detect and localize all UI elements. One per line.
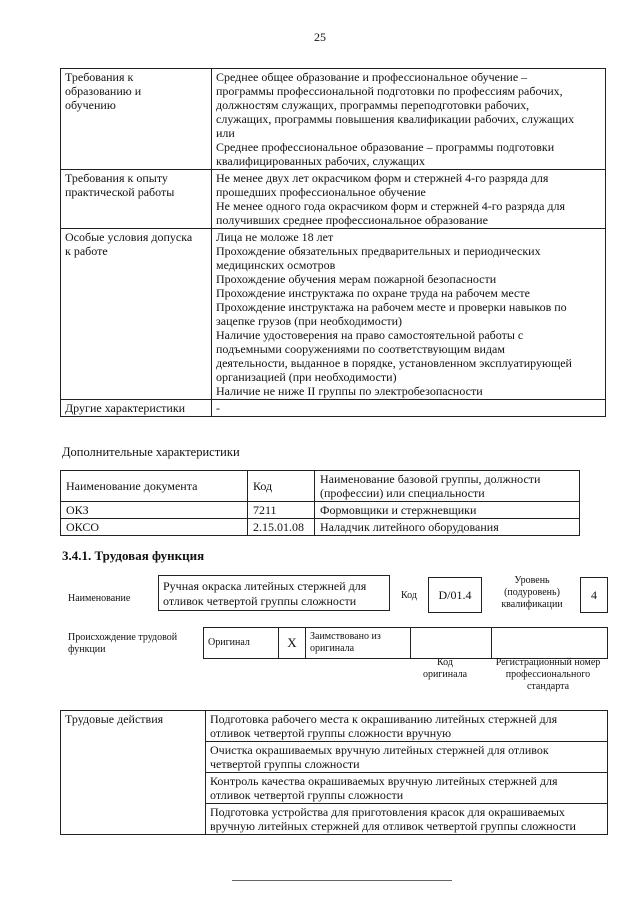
label-line: Особые условия допуска: [65, 230, 193, 244]
cell-group-name: Формовщики и стержневщики: [315, 502, 580, 519]
code-original-line: Код: [437, 657, 453, 668]
value-line: Прохождение инструктажа на рабочем месте и проверки навыков по: [216, 300, 567, 314]
table-row: [61, 502, 580, 519]
label-line: практической работы: [65, 185, 175, 199]
action-item: [206, 742, 608, 773]
value-line: должностям служащих, программы переподготовки рабочих,: [216, 98, 530, 112]
requirements-education-label: [61, 69, 212, 170]
level-label-line: квалификации: [501, 599, 563, 610]
code-original-cell: [411, 628, 492, 659]
origin-table: [203, 627, 608, 659]
borrowed-label-line: оригинала: [310, 643, 355, 654]
additional-table: [60, 470, 580, 536]
action-line: Контроль качества окрашиваемых вручную литейных стержней для: [210, 774, 558, 788]
function-name-line: Ручная окраска литейных стержней для: [163, 579, 367, 593]
value-line: подъемными сооружениями по соответствующим видам: [216, 342, 505, 356]
value-line: Среднее общее образование и профессиональное обучение –: [216, 70, 528, 84]
table-row: [61, 400, 606, 417]
value-line: Наличие не ниже II группы по электробезопасности: [216, 384, 483, 398]
reg-number-label: [485, 657, 611, 693]
action-line: четвертой группы сложности: [210, 757, 360, 771]
original-label: Оригинал: [204, 628, 279, 659]
action-line: вручную литейных стержней для отливок четвертой группы сложности: [210, 819, 576, 833]
action-line: отливок четвертой группы сложности: [210, 788, 404, 802]
header-document: Наименование документа: [61, 471, 248, 502]
action-item: [206, 773, 608, 804]
action-item: [206, 711, 608, 742]
reg-number-cell: [492, 628, 608, 659]
cell-document: ОКСО: [61, 519, 248, 536]
requirements-table: [60, 68, 606, 417]
reg-number-line: профессионального: [505, 669, 591, 680]
original-mark: X: [279, 628, 306, 659]
code-value-box: D/01.4: [428, 577, 482, 613]
code-original-line: оригинала: [422, 669, 468, 680]
value-line: Прохождение обязательных предварительных и периодических: [216, 244, 541, 258]
action-line: Подготовка устройства для приготовления красок для окрашиваемых: [210, 805, 565, 819]
requirements-experience-label: [61, 170, 212, 229]
value-line: квалифицированных рабочих, служащих: [216, 154, 425, 168]
value-line: Не менее одного года окрасчиком форм и стержней 4-го разряда для: [216, 199, 566, 213]
header-code: Код: [248, 471, 315, 502]
page-number: 25: [314, 30, 326, 44]
table-row: [204, 628, 608, 659]
scan-artifact-line: [232, 880, 452, 881]
borrowed-label: [306, 628, 411, 659]
requirements-education-value: [212, 69, 606, 170]
label-line: обучению: [65, 98, 116, 112]
function-name-line: отливок четвертой группы сложности: [163, 594, 357, 608]
label-line: Другие характеристики: [65, 401, 186, 415]
function-name-box: [158, 575, 390, 611]
level-label-line: (подуровень): [504, 587, 560, 598]
code-original-label: [405, 657, 485, 681]
header-group-name: Наименование базовой группы, должности (профессии) или специальности: [315, 471, 580, 502]
table-row: [61, 711, 608, 742]
table-row: [61, 229, 606, 400]
cell-code: 7211: [248, 502, 315, 519]
value-line: зацепке грузов (при необходимости): [216, 314, 403, 328]
cell-code: 2.15.01.08: [248, 519, 315, 536]
additional-title: Дополнительные характеристики: [62, 445, 240, 459]
value-line: программы профессиональной подготовки по профессиям рабочих,: [216, 84, 563, 98]
level-value-box: 4: [580, 577, 608, 613]
level-label: [490, 575, 574, 611]
borrowed-label-line: Заимствовано из: [310, 631, 381, 642]
reg-number-line: Регистрационный номер: [495, 657, 601, 668]
value-line: служащих, программы повышения квалификации рабочих, служащих: [216, 112, 575, 126]
value-line: медицинских осмотров: [216, 258, 336, 272]
value-line: -: [216, 401, 220, 415]
value-line: Не менее двух лет окрасчиком форм и стержней 4-го разряда для: [216, 171, 549, 185]
actions-label: Трудовые действия: [61, 711, 206, 835]
table-row: [61, 519, 580, 536]
value-line: Лица не моложе 18 лет: [216, 230, 334, 244]
actions-table: [60, 710, 608, 835]
origin-label-line: Происхождение трудовой: [68, 632, 178, 643]
value-line: прошедших профессиональное обучение: [216, 185, 426, 199]
origin-label-line: функции: [68, 644, 106, 655]
requirements-experience-value: [212, 170, 606, 229]
action-line: Очистка окрашиваемых вручную литейных стержней для отливок: [210, 743, 549, 757]
level-label-line: Уровень: [514, 575, 550, 586]
requirements-conditions-value: [212, 229, 606, 400]
function-title: 3.4.1. Трудовая функция: [62, 548, 205, 563]
value-line: деятельности, выданное в порядке, установленном эксплуатирующей: [216, 356, 572, 370]
cell-group-name: Наладчик литейного оборудования: [315, 519, 580, 536]
label-line: образованию и: [65, 84, 142, 98]
action-line: Подготовка рабочего места к окрашиванию литейных стержней для: [210, 712, 558, 726]
value-line: или: [216, 126, 235, 140]
label-line: к работе: [65, 244, 108, 258]
code-label: Код: [401, 590, 417, 601]
requirements-conditions-label: [61, 229, 212, 400]
table-row: [61, 69, 606, 170]
table-header-row: [61, 471, 580, 502]
reg-number-line: стандарта: [526, 681, 570, 692]
label-line: Требования к: [65, 70, 134, 84]
requirements-other-label: [61, 400, 212, 417]
value-line: получивших среднее профессиональное образование: [216, 213, 488, 227]
value-line: организацией (при необходимости): [216, 370, 397, 384]
value-line: Наличие удостоверения на право самостоятельной работы с: [216, 328, 524, 342]
origin-label: [68, 632, 177, 656]
action-line: отливок четвертой группы сложности вручную: [210, 726, 452, 740]
cell-document: ОКЗ: [61, 502, 248, 519]
action-item: [206, 804, 608, 835]
value-line: Прохождение инструктажа по охране труда на рабочем месте: [216, 286, 530, 300]
value-line: Прохождение обучения мерам пожарной безопасности: [216, 272, 497, 286]
function-name-label: Наименование: [68, 593, 131, 604]
value-line: Среднее профессиональное образование – программы подготовки: [216, 140, 555, 154]
table-row: [61, 170, 606, 229]
label-line: Требования к опыту: [65, 171, 168, 185]
requirements-other-value: [212, 400, 606, 417]
